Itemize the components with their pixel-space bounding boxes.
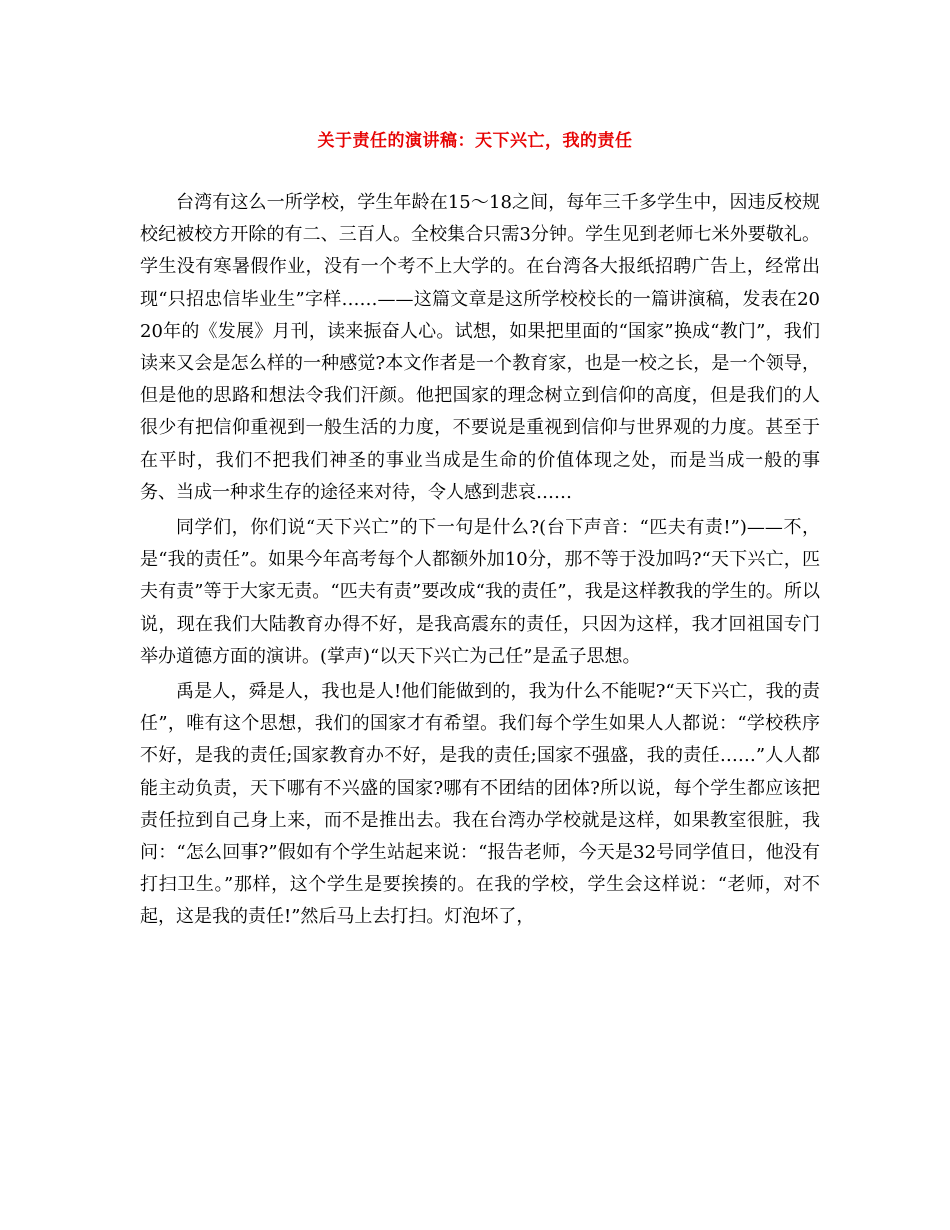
document-title: 关于责任的演讲稿：天下兴亡，我的责任 — [317, 131, 633, 151]
paragraph-1: 台湾有这么一所学校，学生年龄在15～18之间，每年三千多学生中，因违反校规校纪被校方开除的有二、三百人。全校集合只需3分钟。学生见到老师七米外要敬礼。学生没有寒暑假作业，没有一个考不上大学的。在台湾各大报纸招聘广告上，经常出现“只招忠信毕业生”字样……——这篇文章是这所学校校长的一篇讲演稿，发表在2020年的《发展》月刊，读来振奋人心。试想，如果把里面的“国家”换成“教门”，我们读来又会是怎么样的一种感觉?本文作者是一个教育家，也是一校之长，是一个领导，但是他的思路和想法令我们汗颜。他把国家的理念树立到信仰的高度，但是我们的人很少有把信仰重视到一般生活的力度，不要说是重视到信仰与世界观的力度。甚至于在平时，我们不把我们神圣的事业当成是生命的价值体现之处，而是当成一般的事务、当成一种求生存的途径来对待，令人感到悲哀…… — [140, 192, 820, 503]
paragraph-3: 禹是人，舜是人，我也是人!他们能做到的，我为什么不能呢?“天下兴亡，我的责任”，唯有这个思想，我们的国家才有希望。我们每个学生如果人人都说：“学校秩序不好，是我的责任;国家教育办不好，是我的责任;国家不强盛，我的责任……”人人都能主动负责，天下哪有不兴盛的国家?哪有不团结的团体?所以说，每个学生都应该把责任拉到自己身上来，而不是推出去。我在台湾办学校就是这样，如果教室很脏，我问：“怎么回事?”假如有个学生站起来说：“报告老师，今天是32号同学值日，他没有打扫卫生。”那样，这个学生是要挨揍的。在我的学校，学生会这样说：“老师，对不起，这是我的责任!”然后马上去打扫。灯泡坏了， — [140, 681, 820, 928]
paragraph-2: 同学们，你们说“天下兴亡”的下一句是什么?(台下声音：“匹夫有责!”)——不，是“我的责任”。如果今年高考每个人都额外加10分，那不等于没加吗?“天下兴亡，匹夫有责”等于大家无责。“匹夫有责”要改成“我的责任”，我是这样教我的学生的。所以说，现在我们大陆教育办得不好，是我高震东的责任，只因为这样，我才回祖国专门举办道德方面的演讲。(掌声)“以天下兴亡为己任”是孟子思想。 — [140, 517, 820, 667]
document-body — [140, 187, 820, 937]
